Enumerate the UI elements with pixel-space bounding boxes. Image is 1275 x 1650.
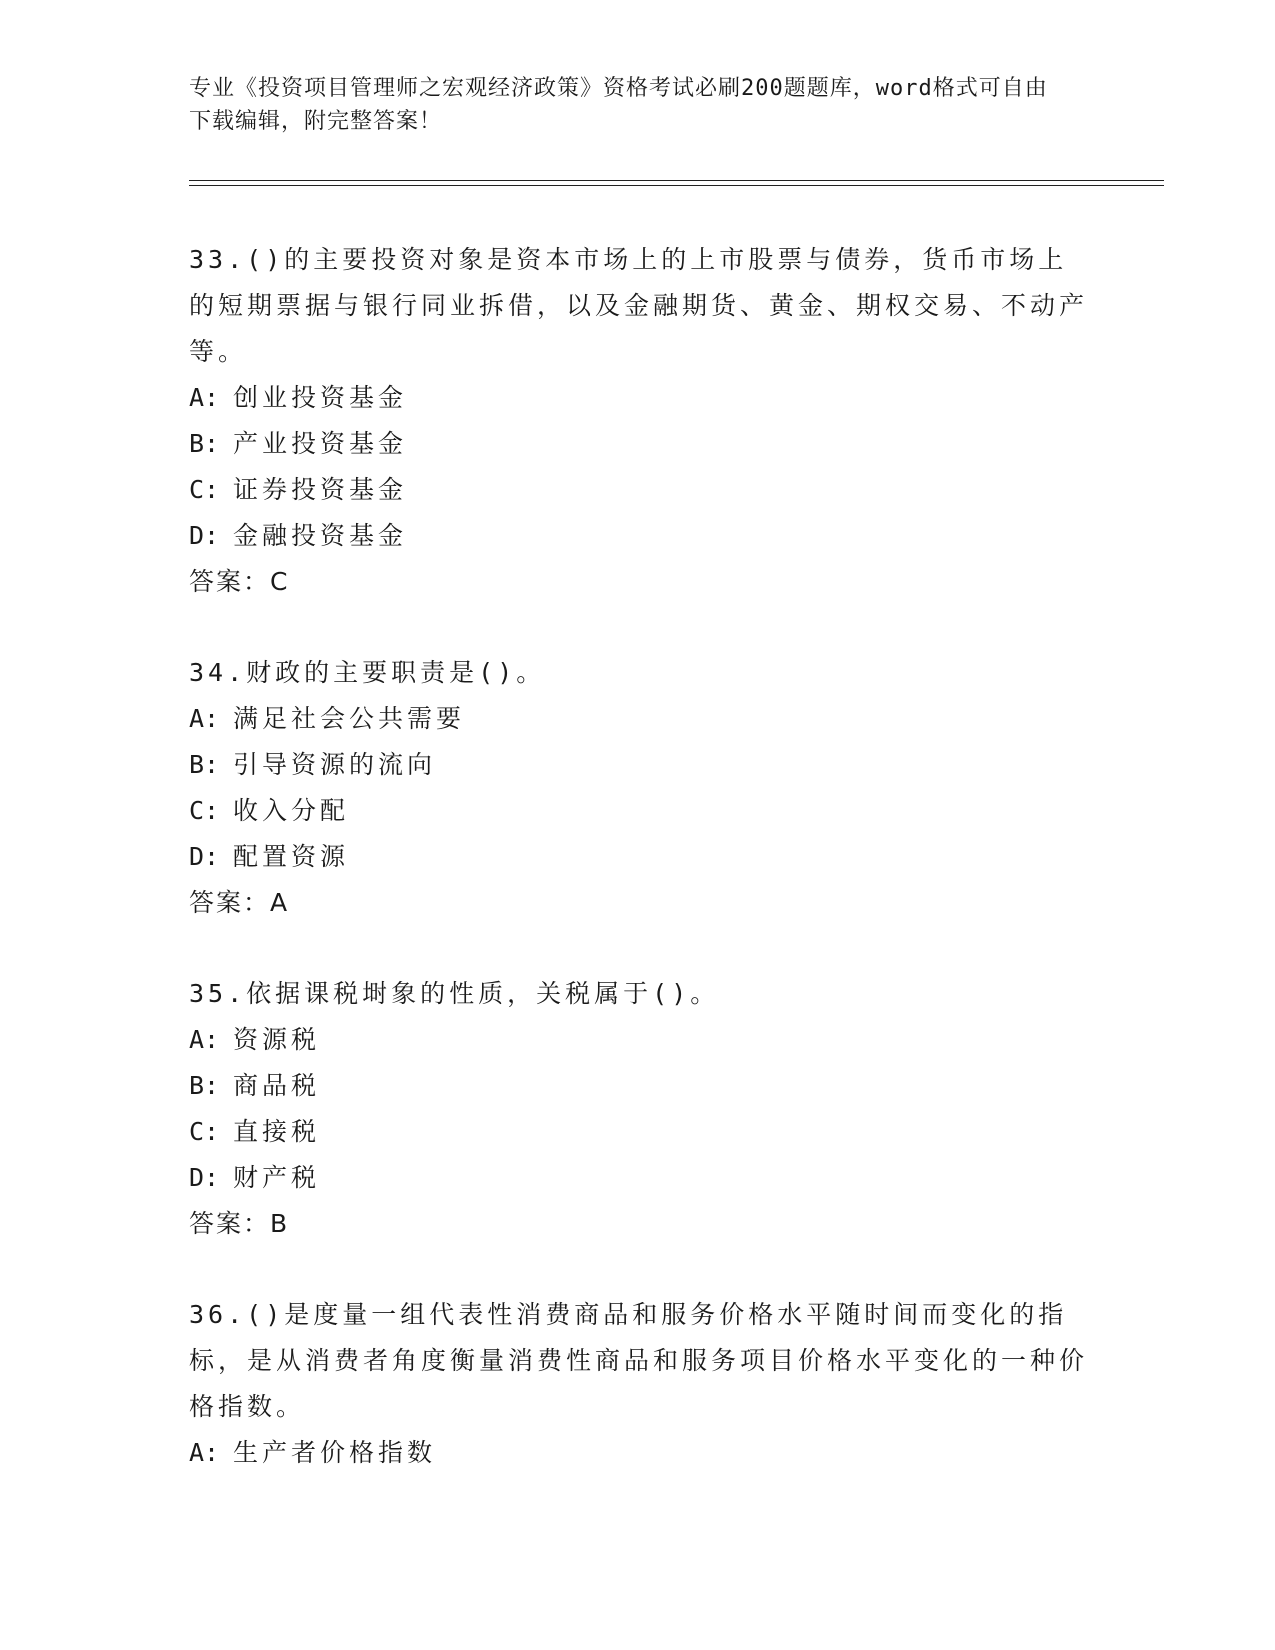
option-a bbox=[189, 1017, 1089, 1063]
question-34 bbox=[189, 650, 1089, 926]
header-divider-top bbox=[189, 180, 1164, 181]
option-text: 引导资源的流向 bbox=[233, 750, 437, 779]
option-text: 直接税 bbox=[233, 1117, 321, 1146]
option-key: D: bbox=[189, 1163, 220, 1192]
option-key: C: bbox=[189, 475, 220, 504]
header-divider-bottom bbox=[189, 185, 1164, 186]
option-c bbox=[189, 788, 1089, 834]
question-stem: 33.()的主要投资对象是资本市场上的上市股票与债券，货币市场上的短期票据与银行同业拆借，以及金融期货、黄金、期权交易、不动产等。 bbox=[189, 245, 1089, 366]
answer-line: 答案：A bbox=[189, 888, 290, 917]
option-d bbox=[189, 834, 1089, 880]
option-text: 配置资源 bbox=[233, 842, 350, 871]
option-key: B: bbox=[189, 1071, 220, 1100]
question-33 bbox=[189, 237, 1089, 605]
option-c bbox=[189, 467, 1089, 513]
option-d bbox=[189, 513, 1089, 559]
option-d bbox=[189, 1155, 1089, 1201]
option-key: A: bbox=[189, 1438, 220, 1467]
option-text: 金融投资基金 bbox=[233, 521, 408, 550]
option-key: B: bbox=[189, 429, 220, 458]
option-text: 创业投资基金 bbox=[233, 383, 408, 412]
option-text: 财产税 bbox=[233, 1163, 321, 1192]
option-key: A: bbox=[189, 383, 220, 412]
question-stem: 35.依据课税埘象的性质，关税属于()。 bbox=[189, 979, 720, 1008]
option-text: 满足社会公共需要 bbox=[233, 704, 466, 733]
option-b bbox=[189, 1063, 1089, 1109]
option-b bbox=[189, 742, 1089, 788]
option-text: 收入分配 bbox=[233, 796, 350, 825]
option-a bbox=[189, 1430, 1089, 1476]
question-list bbox=[189, 237, 1089, 1521]
option-c bbox=[189, 1109, 1089, 1155]
option-key: A: bbox=[189, 704, 220, 733]
option-key: C: bbox=[189, 1117, 220, 1146]
option-a bbox=[189, 375, 1089, 421]
option-a bbox=[189, 696, 1089, 742]
option-b bbox=[189, 421, 1089, 467]
question-35 bbox=[189, 971, 1089, 1247]
option-text: 证券投资基金 bbox=[233, 475, 408, 504]
answer-line: 答案：B bbox=[189, 1209, 290, 1238]
option-text: 商品税 bbox=[233, 1071, 321, 1100]
option-text: 生产者价格指数 bbox=[233, 1438, 437, 1467]
option-key: D: bbox=[189, 842, 220, 871]
option-key: C: bbox=[189, 796, 220, 825]
question-stem: 34.财政的主要职责是()。 bbox=[189, 658, 546, 687]
document-header-title: 专业《投资项目管理师之宏观经济政策》资格考试必刷200题题库，word格式可自由下载编辑，附完整答案！ bbox=[189, 76, 1048, 134]
option-key: D: bbox=[189, 521, 220, 550]
answer-line: 答案：C bbox=[189, 567, 290, 596]
option-key: B: bbox=[189, 750, 220, 779]
option-key: A: bbox=[189, 1025, 220, 1054]
option-text: 资源税 bbox=[233, 1025, 321, 1054]
question-36 bbox=[189, 1292, 1089, 1476]
option-text: 产业投资基金 bbox=[233, 429, 408, 458]
question-stem: 36.()是度量一组代表性消费商品和服务价格水平随时间而变化的指标，是从消费者角度衡量消费性商品和服务项目价格水平变化的一种价格指数。 bbox=[189, 1300, 1089, 1421]
